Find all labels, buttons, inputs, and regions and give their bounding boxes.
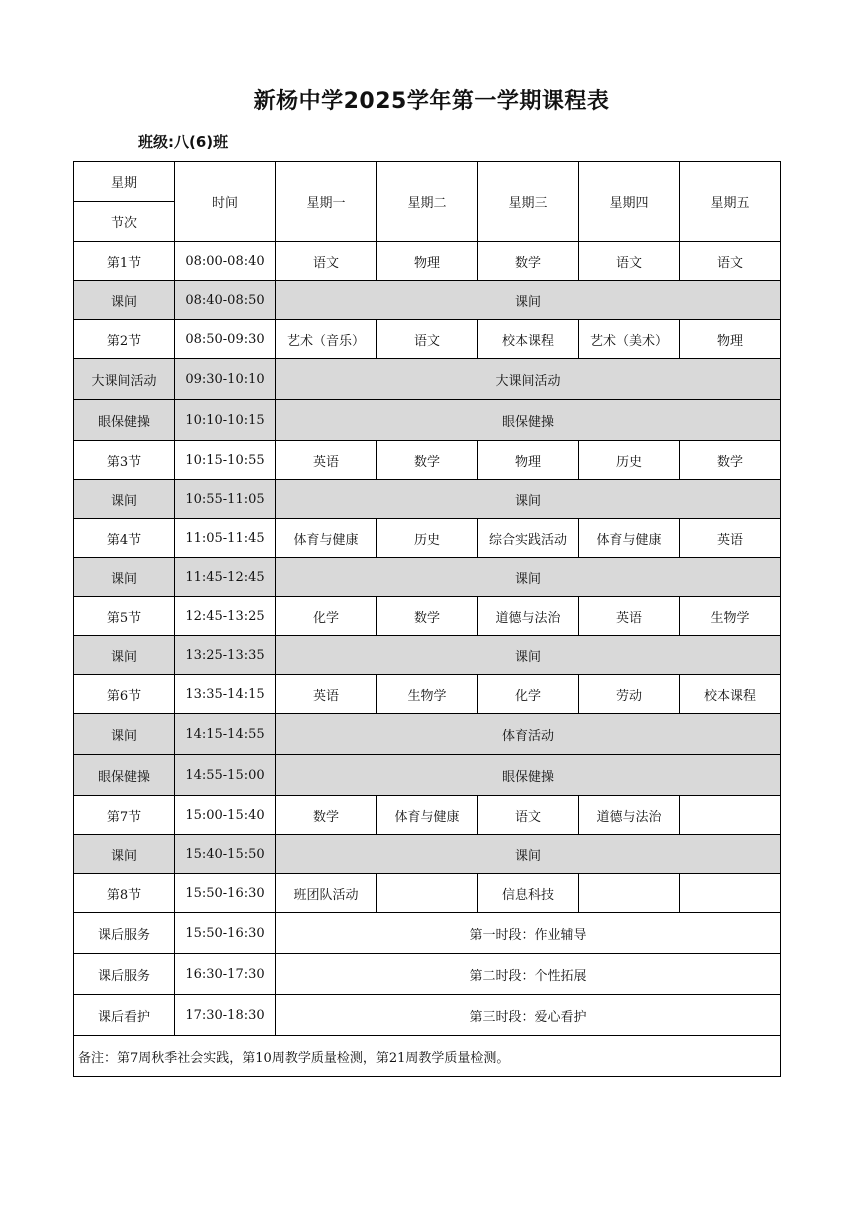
time-cell: 08:40-08:50: [175, 281, 276, 320]
period-label: 课间: [74, 714, 175, 755]
subject-cell: 艺术（美术）: [579, 320, 680, 359]
time-cell: 14:15-14:55: [175, 714, 276, 755]
note-text: 备注：第7周秋季社会实践，第10周教学质量检测，第21周教学质量检测。: [74, 1036, 781, 1077]
period-label: 课间: [74, 636, 175, 675]
day-header: 星期四: [579, 162, 680, 242]
time-cell: 12:45-13:25: [175, 597, 276, 636]
time-header: 时间: [175, 162, 276, 242]
subject-cell: 数学: [478, 242, 579, 281]
subject-cell: 信息科技: [478, 874, 579, 913]
period-label: 眼保健操: [74, 755, 175, 796]
time-cell: 13:35-14:15: [175, 675, 276, 714]
period-label: 课后服务: [74, 913, 175, 954]
span-cell: 课间: [276, 281, 781, 320]
weekday-header: 星期: [74, 162, 175, 202]
time-cell: 08:50-09:30: [175, 320, 276, 359]
time-cell: 13:25-13:35: [175, 636, 276, 675]
subject-cell: 化学: [276, 597, 377, 636]
subject-cell: 艺术（音乐）: [276, 320, 377, 359]
break-row: [74, 636, 781, 675]
page-title: 新杨中学2025学年第一学期课程表: [253, 89, 610, 114]
break-row: [74, 480, 781, 519]
subject-cell: 数学: [276, 796, 377, 835]
span-cell: 课间: [276, 558, 781, 597]
span-cell: 第三时段：爱心看护: [276, 995, 781, 1036]
subject-cell: 英语: [276, 675, 377, 714]
break-row: [74, 995, 781, 1036]
subject-cell: 化学: [478, 675, 579, 714]
subject-cell: 生物学: [377, 675, 478, 714]
time-cell: 15:40-15:50: [175, 835, 276, 874]
subject-cell: 语文: [276, 242, 377, 281]
break-row: [74, 954, 781, 995]
span-cell: 第一时段：作业辅导: [276, 913, 781, 954]
period-label: 课间: [74, 480, 175, 519]
subject-cell: 道德与法治: [478, 597, 579, 636]
break-row: [74, 281, 781, 320]
time-cell: 10:15-10:55: [175, 441, 276, 480]
period-row: [74, 874, 781, 913]
break-row: [74, 913, 781, 954]
period-row: [74, 242, 781, 281]
subject-cell: 体育与健康: [579, 519, 680, 558]
span-cell: 课间: [276, 835, 781, 874]
time-cell: 15:00-15:40: [175, 796, 276, 835]
subject-cell: [680, 874, 781, 913]
time-cell: 15:50-16:30: [175, 874, 276, 913]
period-label: 第1节: [74, 242, 175, 281]
time-cell: 15:50-16:30: [175, 913, 276, 954]
period-row: [74, 320, 781, 359]
day-header: 星期五: [680, 162, 781, 242]
time-cell: 16:30-17:30: [175, 954, 276, 995]
period-row: [74, 796, 781, 835]
day-header: 星期二: [377, 162, 478, 242]
subject-cell: 体育与健康: [377, 796, 478, 835]
header-row: [74, 162, 781, 202]
span-cell: 体育活动: [276, 714, 781, 755]
subject-cell: 语文: [579, 242, 680, 281]
period-label: 课间: [74, 835, 175, 874]
time-cell: 10:55-11:05: [175, 480, 276, 519]
period-label: 第3节: [74, 441, 175, 480]
note-row: [74, 1036, 781, 1077]
period-label: 第2节: [74, 320, 175, 359]
break-row: [74, 755, 781, 796]
period-label: 课间: [74, 281, 175, 320]
subject-cell: 班团队活动: [276, 874, 377, 913]
subject-cell: 校本课程: [680, 675, 781, 714]
subject-cell: 物理: [680, 320, 781, 359]
period-label: 大课间活动: [74, 359, 175, 400]
class-label: 班级:八(6)班: [138, 133, 229, 151]
time-cell: 09:30-10:10: [175, 359, 276, 400]
subject-cell: 语文: [377, 320, 478, 359]
subject-cell: 英语: [680, 519, 781, 558]
subject-cell: 生物学: [680, 597, 781, 636]
subject-cell: 数学: [377, 441, 478, 480]
subject-cell: 历史: [579, 441, 680, 480]
subject-cell: 英语: [276, 441, 377, 480]
span-cell: 课间: [276, 480, 781, 519]
span-cell: 眼保健操: [276, 400, 781, 441]
subject-cell: 道德与法治: [579, 796, 680, 835]
subject-cell: 综合实践活动: [478, 519, 579, 558]
period-label: 第6节: [74, 675, 175, 714]
schedule-table: [73, 161, 781, 1077]
span-cell: 课间: [276, 636, 781, 675]
subject-cell: 英语: [579, 597, 680, 636]
time-cell: 10:10-10:15: [175, 400, 276, 441]
subject-cell: 物理: [478, 441, 579, 480]
subject-cell: 语文: [680, 242, 781, 281]
subject-cell: 体育与健康: [276, 519, 377, 558]
subject-cell: 数学: [680, 441, 781, 480]
period-label: 课后看护: [74, 995, 175, 1036]
period-label: 课间: [74, 558, 175, 597]
time-cell: 11:05-11:45: [175, 519, 276, 558]
day-header: 星期一: [276, 162, 377, 242]
time-cell: 17:30-18:30: [175, 995, 276, 1036]
span-cell: 第二时段：个性拓展: [276, 954, 781, 995]
break-row: [74, 359, 781, 400]
subject-cell: [579, 874, 680, 913]
period-label: 眼保健操: [74, 400, 175, 441]
subject-cell: 校本课程: [478, 320, 579, 359]
subject-cell: 语文: [478, 796, 579, 835]
break-row: [74, 835, 781, 874]
period-row: [74, 519, 781, 558]
break-row: [74, 558, 781, 597]
subject-cell: 物理: [377, 242, 478, 281]
break-row: [74, 714, 781, 755]
period-row: [74, 675, 781, 714]
period-label: 第4节: [74, 519, 175, 558]
time-cell: 08:00-08:40: [175, 242, 276, 281]
period-label: 第8节: [74, 874, 175, 913]
period-label: 第5节: [74, 597, 175, 636]
subject-cell: [377, 874, 478, 913]
span-cell: 眼保健操: [276, 755, 781, 796]
period-row: [74, 597, 781, 636]
time-cell: 14:55-15:00: [175, 755, 276, 796]
day-header: 星期三: [478, 162, 579, 242]
subject-cell: 劳动: [579, 675, 680, 714]
subject-cell: [680, 796, 781, 835]
period-label: 课后服务: [74, 954, 175, 995]
span-cell: 大课间活动: [276, 359, 781, 400]
time-cell: 11:45-12:45: [175, 558, 276, 597]
period-row: [74, 441, 781, 480]
break-row: [74, 400, 781, 441]
period-label: 第7节: [74, 796, 175, 835]
period-header: 节次: [74, 202, 175, 242]
subject-cell: 数学: [377, 597, 478, 636]
subject-cell: 历史: [377, 519, 478, 558]
